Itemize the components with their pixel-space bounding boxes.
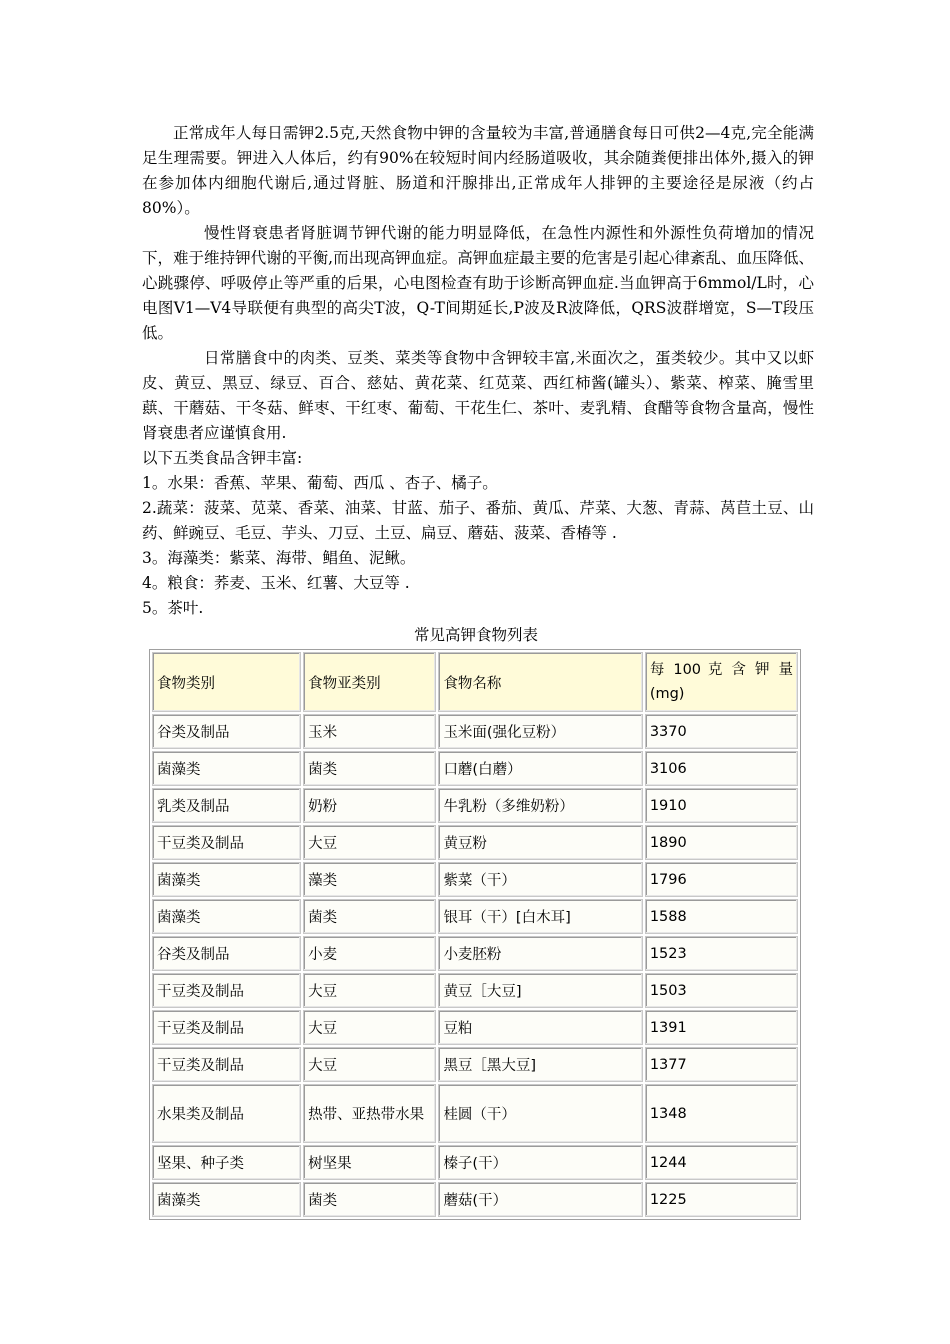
cell-food-name: 榛子(干） [438,1145,642,1180]
cell-food-name: 紫菜（干） [438,862,642,897]
cell-food-name: 牛乳粉（多维奶粉） [438,788,642,823]
table-row [152,1084,798,1143]
header-category: 食物类别 [152,652,301,712]
table-row [152,862,798,897]
cell-category: 菌藻类 [152,899,301,934]
cell-potassium: 1377 [645,1047,798,1082]
cell-potassium: 1348 [645,1084,798,1143]
table-row [152,825,798,860]
cell-subcategory: 菌类 [303,751,436,786]
cell-potassium: 1588 [645,899,798,934]
table-row [152,1182,798,1217]
cell-food-name: 黄豆粉 [438,825,642,860]
cell-category: 水果类及制品 [152,1084,301,1143]
cell-food-name: 黑豆［黑大豆] [438,1047,642,1082]
cell-category: 坚果、种子类 [152,1145,301,1180]
cell-food-name: 豆粕 [438,1010,642,1045]
table-row [152,714,798,749]
document-body [142,121,814,621]
cell-potassium: 1796 [645,862,798,897]
cell-food-name: 银耳（干）[白木耳] [438,899,642,934]
table-row [152,1047,798,1082]
cell-potassium: 1225 [645,1182,798,1217]
header-subcategory: 食物亚类别 [303,652,436,712]
cell-subcategory: 菌类 [303,1182,436,1217]
table-title: 常见高钾食物列表 [413,626,538,644]
table-row [152,1145,798,1180]
table-header-row [152,652,798,712]
list-item-grains: 4。粮食：荞麦、玉米、红薯、大豆等 . [142,574,410,592]
cell-category: 乳类及制品 [152,788,301,823]
cell-subcategory: 大豆 [303,973,436,1008]
cell-food-name: 蘑菇(干） [438,1182,642,1217]
cell-category: 干豆类及制品 [152,973,301,1008]
cell-subcategory: 热带、亚热带水果 [303,1084,436,1143]
list-item-fruit: 1。水果：香蕉、苹果、葡萄、西瓜 、杏子、橘子。 [142,474,498,492]
cell-subcategory: 树坚果 [303,1145,436,1180]
cell-potassium: 1523 [645,936,798,971]
paragraph-diet-sources: 日常膳食中的肉类、豆类、菜类等食物中含钾较丰富,米面次之，蛋类较少。其中又以虾皮、黄豆、黑豆、绿豆、百合、慈姑、黄花菜、红苋菜、西红柿酱(罐头）、紫菜、榨菜、腌雪里蕻、干蘑菇、干冬菇、鲜枣、干红枣、葡萄、干花生仁、茶叶、麦乳精、食醋等食物含量高，慢性肾衰患者应谨慎食用. [142,349,814,442]
cell-category: 干豆类及制品 [152,825,301,860]
cell-category: 干豆类及制品 [152,1047,301,1082]
cell-potassium: 3106 [645,751,798,786]
cell-potassium: 1391 [645,1010,798,1045]
cell-potassium: 1910 [645,788,798,823]
cell-category: 菌藻类 [152,1182,301,1217]
cell-potassium: 3370 [645,714,798,749]
cell-food-name: 黄豆［大豆] [438,973,642,1008]
cell-category: 干豆类及制品 [152,1010,301,1045]
table-row [152,751,798,786]
cell-category: 谷类及制品 [152,936,301,971]
cell-food-name: 桂圆（干） [438,1084,642,1143]
cell-subcategory: 大豆 [303,1010,436,1045]
cell-subcategory: 大豆 [303,825,436,860]
list-intro: 以下五类食品含钾丰富: [142,449,303,467]
cell-category: 谷类及制品 [152,714,301,749]
header-potassium: 每 100 克 含 钾 量(mg) [645,652,798,712]
paragraph-potassium-intake: 正常成年人每日需钾2.5克,天然食物中钾的含量较为丰富,普通膳食每日可供2—4克,完全能满足生理需要。钾进入人体后，约有90%在较短时间内经肠道吸收，其余随粪便排出体外,摄入的钾在参加体内细胞代谢后,通过肾脏、肠道和汗腺排出,正常成年人排钾的主要途径是尿液（约占80%）。 [142,124,814,217]
cell-potassium: 1244 [645,1145,798,1180]
cell-subcategory: 玉米 [303,714,436,749]
cell-category: 菌藻类 [152,862,301,897]
list-item-tea: 5。茶叶. [142,599,204,617]
cell-food-name: 玉米面(强化豆粉） [438,714,642,749]
cell-subcategory: 菌类 [303,899,436,934]
paragraph-renal-failure: 慢性肾衰患者肾脏调节钾代谢的能力明显降低，在急性内源性和外源性负荷增加的情况下，难于维持钾代谢的平衡,而出现高钾血症。高钾血症最主要的危害是引起心律紊乱、血压降低、心跳骤停、呼吸停止等严重的后果，心电图检查有助于诊断高钾血症.当血钾高于6mmol/L时，心电图V1—V4导联便有典型的高尖T波，Q-T间期延长,P波及R波降低，QRS波群增宽，S—T段压低。 [142,224,814,342]
cell-potassium: 1503 [645,973,798,1008]
cell-subcategory: 大豆 [303,1047,436,1082]
potassium-food-table [149,649,801,1220]
cell-subcategory: 小麦 [303,936,436,971]
table-row [152,936,798,971]
cell-food-name: 小麦胚粉 [438,936,642,971]
table-row [152,973,798,1008]
cell-subcategory: 奶粉 [303,788,436,823]
list-item-vegetables: 2.蔬菜：菠菜、苋菜、香菜、油菜、甘蓝、茄子、番茄、黄瓜、芹菜、大葱、青蒜、莴苣土豆、山药、鲜豌豆、毛豆、芋头、刀豆、土豆、扁豆、蘑菇、菠菜、香椿等 . [142,499,814,542]
cell-subcategory: 藻类 [303,862,436,897]
cell-potassium: 1890 [645,825,798,860]
cell-category: 菌藻类 [152,751,301,786]
header-food-name: 食物名称 [438,652,642,712]
table-row [152,899,798,934]
table-row [152,788,798,823]
cell-food-name: 口蘑(白蘑） [438,751,642,786]
list-item-seaweed: 3。海藻类：紫菜、海带、鲳鱼、泥鳅。 [142,549,416,567]
table-row [152,1010,798,1045]
